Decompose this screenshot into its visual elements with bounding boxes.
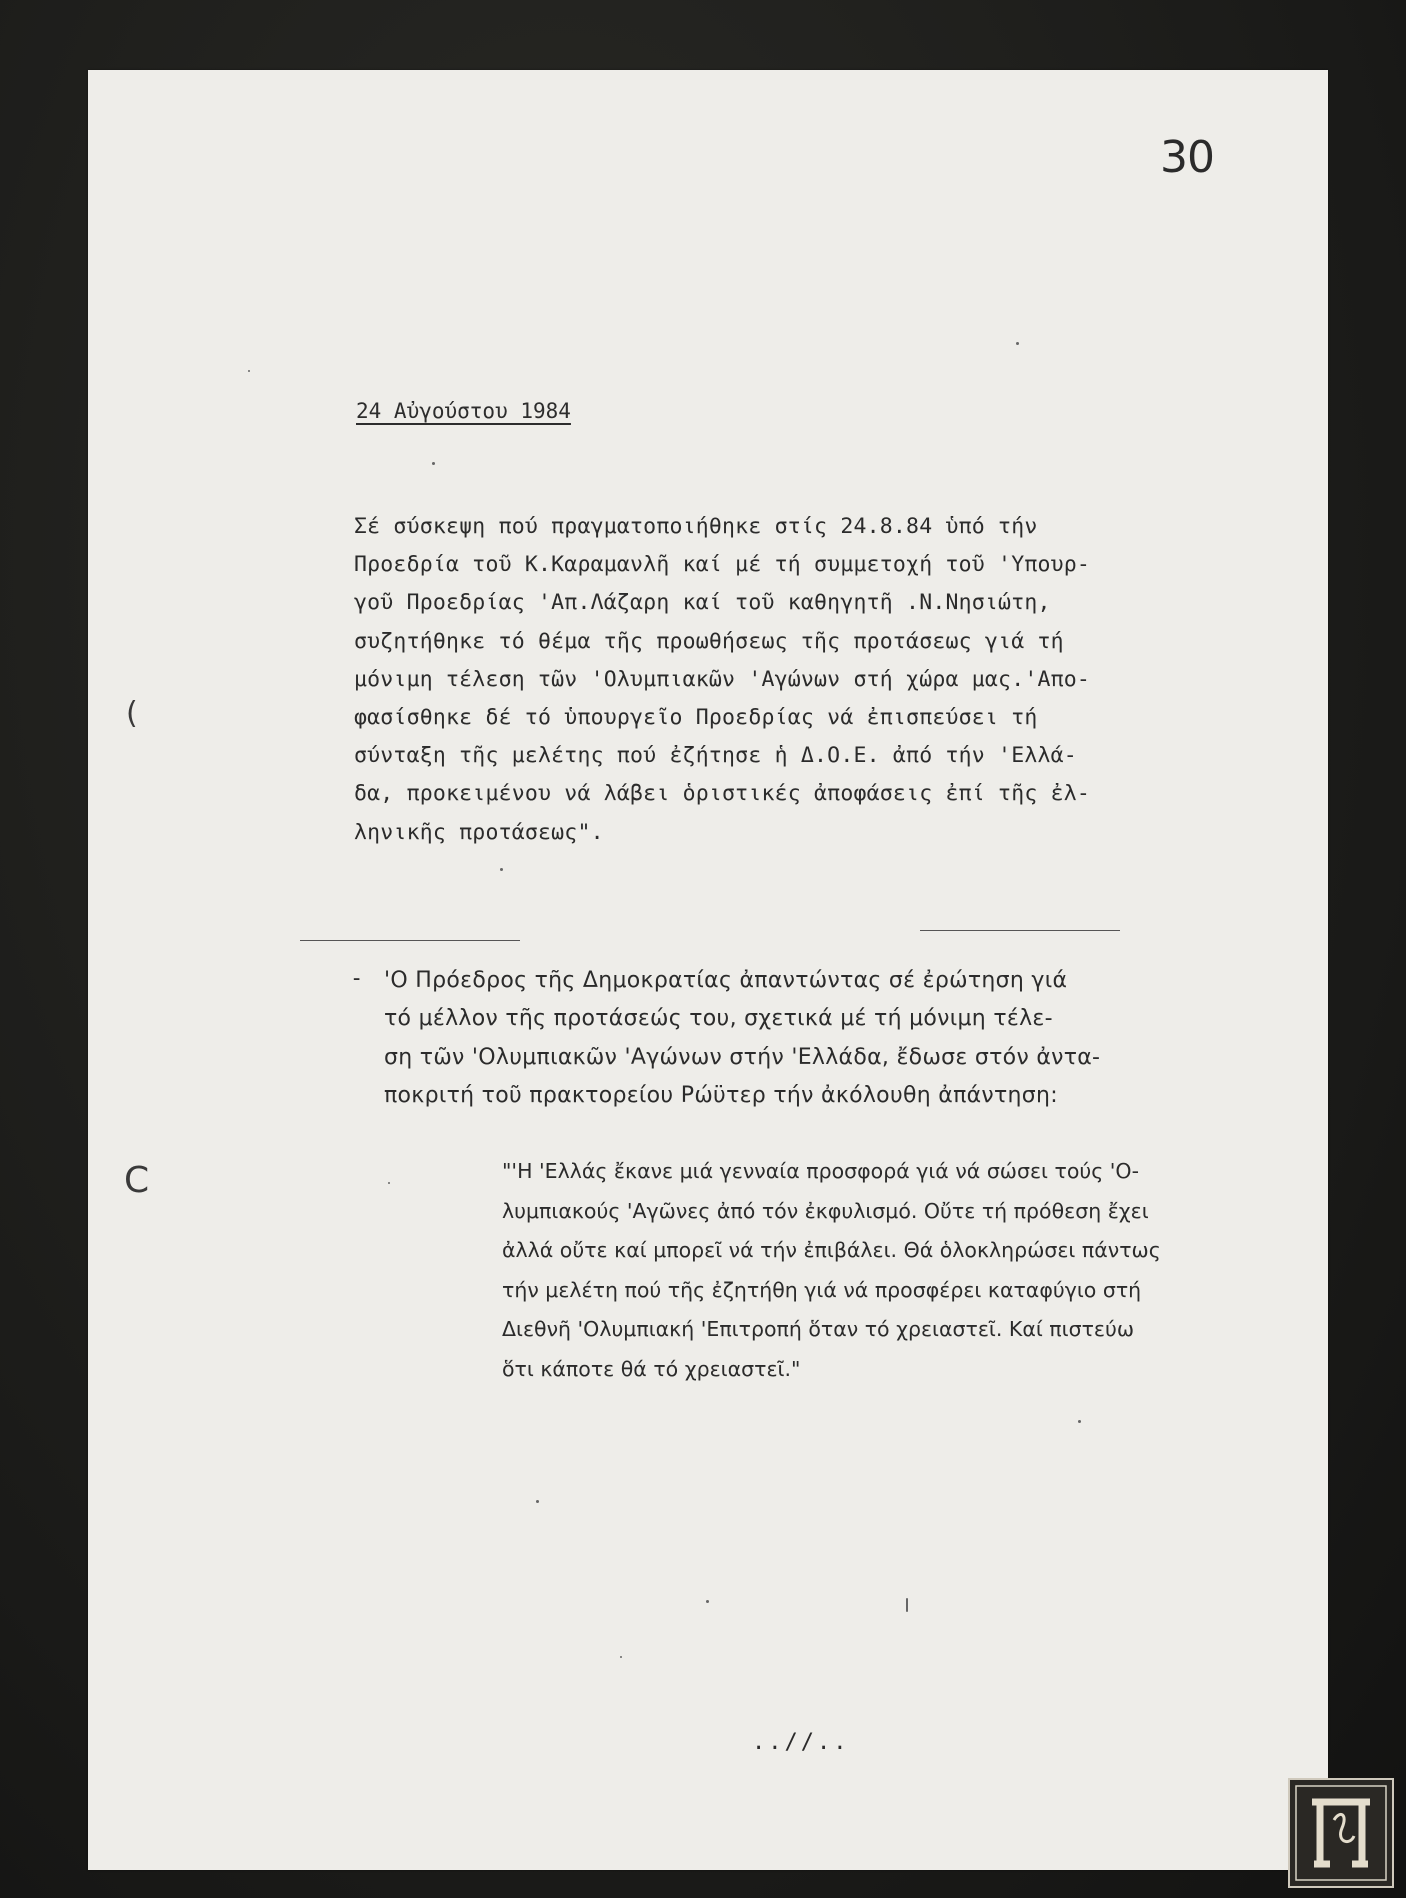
paragraph-line: ληνικῆς προτάσεως". [354, 819, 604, 845]
archive-logo-icon [1290, 1780, 1392, 1886]
paragraph-line: Προεδρία τοῦ Κ.Καραμανλῆ καί μέ τή συμμετοχή τοῦ 'Υπουρ- [354, 552, 1091, 578]
paragraph-line: μόνιμη τέλεση τῶν 'Ολυμπιακῶν 'Αγώνων στή χώρα μας.'Απο- [354, 666, 1091, 692]
archive-logo [1288, 1778, 1394, 1888]
quote-line: ὅτι κάποτε θά τό χρειαστεῖ." [502, 1356, 801, 1381]
president-statement [384, 962, 1264, 1116]
scan-speck [1016, 342, 1019, 345]
quoted-reply [502, 1152, 1282, 1389]
paragraph-line: Σέ σύσκεψη πού πραγματοποιήθηκε στίς 24.8.84 ὑπό τήν [354, 514, 1038, 539]
scan-speck [248, 370, 250, 372]
page-number: 30 [1160, 132, 1214, 183]
separator-line-left [300, 940, 520, 941]
statement-line: τό μέλλον τῆς προτάσεώς του, σχετικά μέ τή μόνιμη τέλε- [384, 1006, 1053, 1032]
paragraph-line: συζητήθηκε τό θέμα τῆς προωθήσεως τῆς προτάσεως γιά τή [354, 628, 1064, 654]
statement-line: 'Ο Πρόεδρος τῆς Δημοκρατίας ἀπαντώντας σέ ἐρώτηση γιά [384, 968, 1068, 993]
quote-line: "'Η 'Ελλάς ἔκανε μιά γενναία προσφορά γιά νά σώσει τούς 'Ο- [502, 1159, 1139, 1183]
separator-line-right [920, 930, 1120, 931]
statement-line: ποκριτή τοῦ πρακτορείου Ρώϋτερ τήν ἀκόλουθη ἀπάντηση: [384, 1083, 1058, 1109]
quote-line: Διεθνῆ 'Ολυμπιακή 'Επιτροπή ὅταν τό χρειαστεῖ. Καί πιστεύω [502, 1317, 1135, 1341]
date-heading: 24 Αὐγούστου 1984 [356, 399, 571, 423]
quote-line: ἀλλά οὔτε καί μπορεῖ νά τήν ἐπιβάλει. Θά ὁλοκληρώσει πάντως [502, 1238, 1161, 1262]
punch-hole-mark: C [124, 1160, 150, 1201]
scan-speck [388, 1182, 390, 1184]
scan-speck [1078, 1420, 1081, 1423]
quote-line: τήν μελέτη πού τῆς ἐζητήθη γιά νά προσφέρει καταφύγιο στή [502, 1277, 1142, 1302]
paragraph-line: δα, προκειμένου νά λάβει ὁριστικές ἀποφάσεις ἐπί τῆς ἐλ- [354, 781, 1091, 807]
scan-speck [500, 868, 503, 871]
paragraph-line: γοῦ Προεδρίας 'Απ.Λάζαρη καί τοῦ καθηγητῆ .Ν.Νησιώτη, [354, 590, 1051, 616]
scan-speck [620, 1656, 622, 1658]
statement-line: ση τῶν 'Ολυμπιακῶν 'Αγώνων στήν 'Ελλάδα, ἔδωσε στόν ἀντα- [384, 1044, 1101, 1070]
punch-hole-mark: ( [126, 696, 138, 731]
paragraph-line: φασίσθηκε δέ τό ὑπουργεῖο Προεδρίας νά ἐπισπεύσει τή [354, 705, 1038, 731]
meeting-paragraph [354, 508, 1214, 852]
continuation-mark: ..//.. [752, 1730, 850, 1755]
scan-speck [536, 1500, 539, 1503]
scan-speck [906, 1598, 908, 1612]
statement-dash: - [350, 966, 364, 991]
scan-speck [432, 462, 435, 465]
paragraph-line: σύνταξη τῆς μελέτης πού ἐζήτησε ἡ Δ.Ο.Ε. ἀπό τήν 'Ελλά- [354, 743, 1077, 769]
quote-line: λυμπιακούς 'Αγῶνες ἀπό τόν ἐκφυλισμό. Οὔτε τή πρόθεση ἔχει [502, 1198, 1149, 1223]
scan-speck [706, 1600, 709, 1603]
